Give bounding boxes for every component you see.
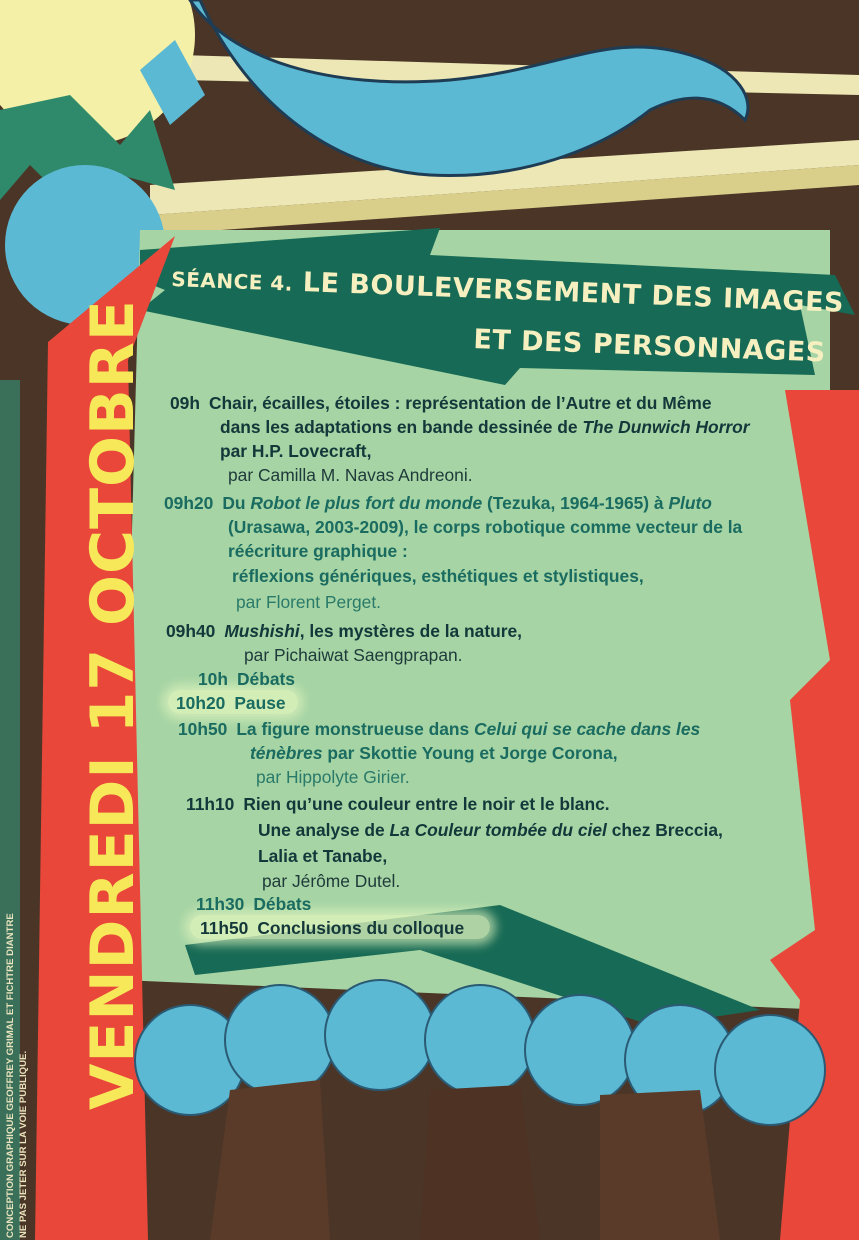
item-title-cont	[258, 819, 723, 841]
item-italic: Pluto	[668, 493, 712, 513]
schedule-item	[166, 620, 522, 642]
item-text: dans les adaptations en bande dessinée de	[220, 417, 583, 437]
item-title-cont: réflexions génériques, esthétiques et stylistiques,	[232, 566, 644, 586]
item-text: , les mystères de la nature,	[299, 621, 523, 641]
item-italic: Mushishi	[224, 621, 300, 641]
item-italic: The Dunwich Horror	[582, 417, 750, 437]
schedule-item	[170, 392, 712, 414]
schedule-item	[186, 793, 610, 815]
credit-notice: NE PAS JETER SUR LA VOIE PUBLIQUE.	[18, 1050, 29, 1238]
item-italic: La Couleur tombée du ciel	[389, 820, 607, 840]
item-text: Du	[222, 493, 251, 513]
item-text: Une analyse de	[258, 820, 390, 840]
date-vertical: VENDREDI 17 OCTOBRE	[78, 299, 148, 1110]
schedule-item	[198, 668, 295, 690]
item-italic: Robot le plus fort du monde	[250, 493, 483, 513]
session-title-main: LE BOULEVERSEMENT DES IMAGES	[302, 267, 845, 319]
session-number: SÉANCE 4.	[170, 266, 294, 296]
schedule-item	[164, 492, 712, 514]
item-text: par Skottie Young et Jorge Corona,	[322, 743, 618, 763]
item-time: 11h10	[186, 794, 235, 814]
item-text: chez Breccia,	[606, 820, 723, 840]
item-time: 09h20	[164, 493, 214, 513]
item-time: 09h40	[166, 621, 216, 641]
item-time: 10h20	[176, 693, 226, 713]
item-time: 11h30	[196, 894, 245, 914]
item-title-cont: par H.P. Lovecraft,	[220, 441, 372, 461]
item-time: 11h50	[200, 918, 249, 938]
item-title-cont	[250, 742, 618, 764]
item-title: Débats	[253, 894, 312, 914]
item-text: La figure monstrueuse dans	[236, 719, 475, 739]
item-italic: ténèbres	[250, 743, 323, 763]
item-italic: Celui qui se cache dans les	[474, 719, 701, 739]
item-title-cont: réécriture graphique :	[228, 541, 408, 561]
item-time: 09h	[170, 393, 200, 413]
item-author: par Florent Perget.	[236, 592, 381, 612]
schedule-item	[196, 893, 311, 915]
item-title: Rien qu’une couleur entre le noir et le blanc.	[243, 794, 610, 814]
item-title: Pause	[234, 693, 286, 713]
item-time: 10h50	[178, 719, 228, 739]
schedule-item	[176, 692, 286, 714]
item-title: Débats	[236, 669, 295, 689]
item-time: 10h	[198, 669, 228, 689]
session-title-line-2: ET DES PERSONNAGES	[472, 324, 827, 369]
item-author: par Jérôme Dutel.	[262, 871, 401, 891]
item-author: par Camilla M. Navas Andreoni.	[228, 465, 473, 485]
item-title: Chair, écailles, étoiles : représentation de l’Autre et du Même	[208, 393, 712, 413]
credit-design: CONCEPTION GRAPHIQUE GEOFFREY GRIMAL ET FICHTRE DIANTRE	[5, 913, 16, 1238]
item-title-cont: Lalia et Tanabe,	[258, 846, 388, 866]
item-text: (Tezuka, 1964-1965) à	[482, 493, 669, 513]
item-title: Conclusions du colloque	[257, 918, 465, 938]
schedule-item	[178, 718, 700, 740]
schedule-item	[200, 917, 464, 939]
item-title-cont	[220, 416, 750, 438]
item-author: par Hippolyte Girier.	[256, 767, 410, 787]
item-author: par Pichaiwat Saengprapan.	[244, 645, 463, 665]
item-title-cont: (Urasawa, 2003-2009), le corps robotique comme vecteur de la	[228, 517, 743, 537]
